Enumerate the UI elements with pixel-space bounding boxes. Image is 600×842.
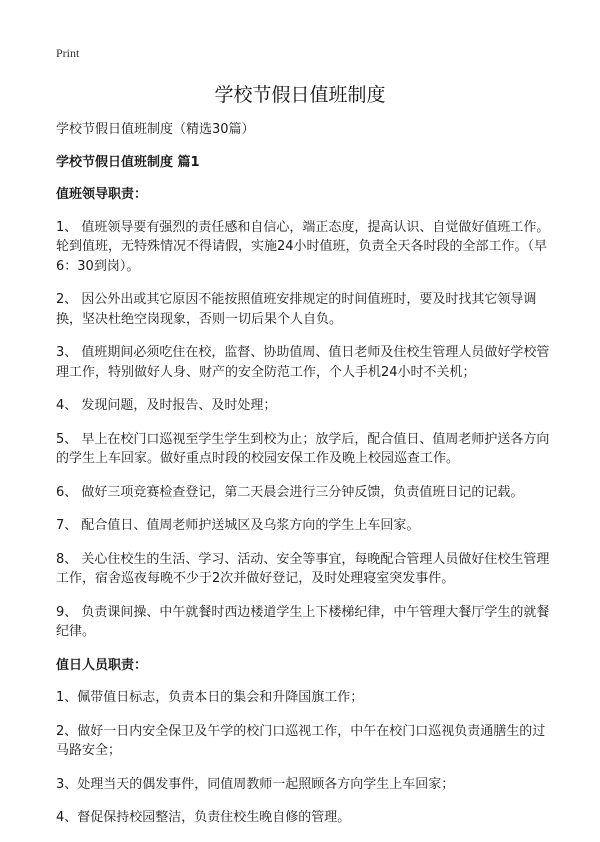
- list-item: 2、做好一日内安全保卫及午学的校门口巡视工作，中午在校门口巡视负责通膳生的过马路安全；: [56, 723, 546, 758]
- print-link[interactable]: Print: [56, 46, 80, 60]
- list-item: 1、佩带值日标志，负责本日的集会和升降国旗工作；: [56, 690, 364, 705]
- list-item: 2、 因公外出或其它原因不能按照值班安排规定的时间值班时，要及时找其它领导调换，坚决杜绝空岗现象，否则一切后果个人自负。: [56, 292, 537, 327]
- list-item: 3、 值班期间必须吃住在校，监督、协助值周、值日老师及住校生管理人员做好学校管理工作，特别做好人身、财产的安全防范工作，个人手机24小时不关机；: [56, 345, 550, 380]
- list-item: 9、 负责课间操、中午就餐时西边楼道学生上下楼梯纪律，中午管理大餐厅学生的就餐纪律。: [56, 604, 550, 639]
- list-item: 7、 配合值日、值周老师护送城区及乌浆方向的学生上车回家。: [56, 518, 420, 533]
- list-item: 1、 值班领导要有强烈的责任感和自信心，端正态度，提高认识、自觉做好值班工作。轮到值班，无特殊情况不得请假，实施24小时值班，负责全天各时段的全部工作。（早6：30到岗）。: [56, 219, 550, 274]
- list-item: 3、处理当天的偶发事件，同值周教师一起照顾各方向学生上车回家；: [56, 776, 455, 792]
- section-heading-duty-staff: 值日人员职责：: [56, 657, 148, 673]
- section-heading-leader-duties: 值班领导职责：: [56, 187, 148, 202]
- list-item: 4、 发现问题，及时报告、及时处理；: [56, 398, 277, 413]
- document-body: [56, 120, 556, 842]
- document-subtitle: 学校节假日值班制度（精选30篇）: [56, 122, 255, 137]
- article-heading: 学校节假日值班制度 篇1: [56, 154, 200, 170]
- list-item: 4、督促保持校园整洁，负责住校生晚自修的管理。: [56, 810, 351, 825]
- list-item: 5、 早上在校门口巡视至学生学生到校为止；放学后，配合值日、值周老师护送各方向的学生上车回家。做好重点时段的校园安保工作及晚上校园巡查工作。: [56, 431, 550, 466]
- list-item: 8、 关心住校生的生活、学习、活动、安全等事宜，每晚配合管理人员做好住校生管理工作，宿舍巡夜每晚不少于2次并做好登记，及时处理寝室突发事件。: [56, 551, 550, 586]
- list-item: 6、 做好三项竞赛检查登记，第二天晨会进行三分钟反馈，负责值班日记的记载。: [56, 484, 524, 500]
- document-title: 学校节假日值班制度: [214, 84, 386, 106]
